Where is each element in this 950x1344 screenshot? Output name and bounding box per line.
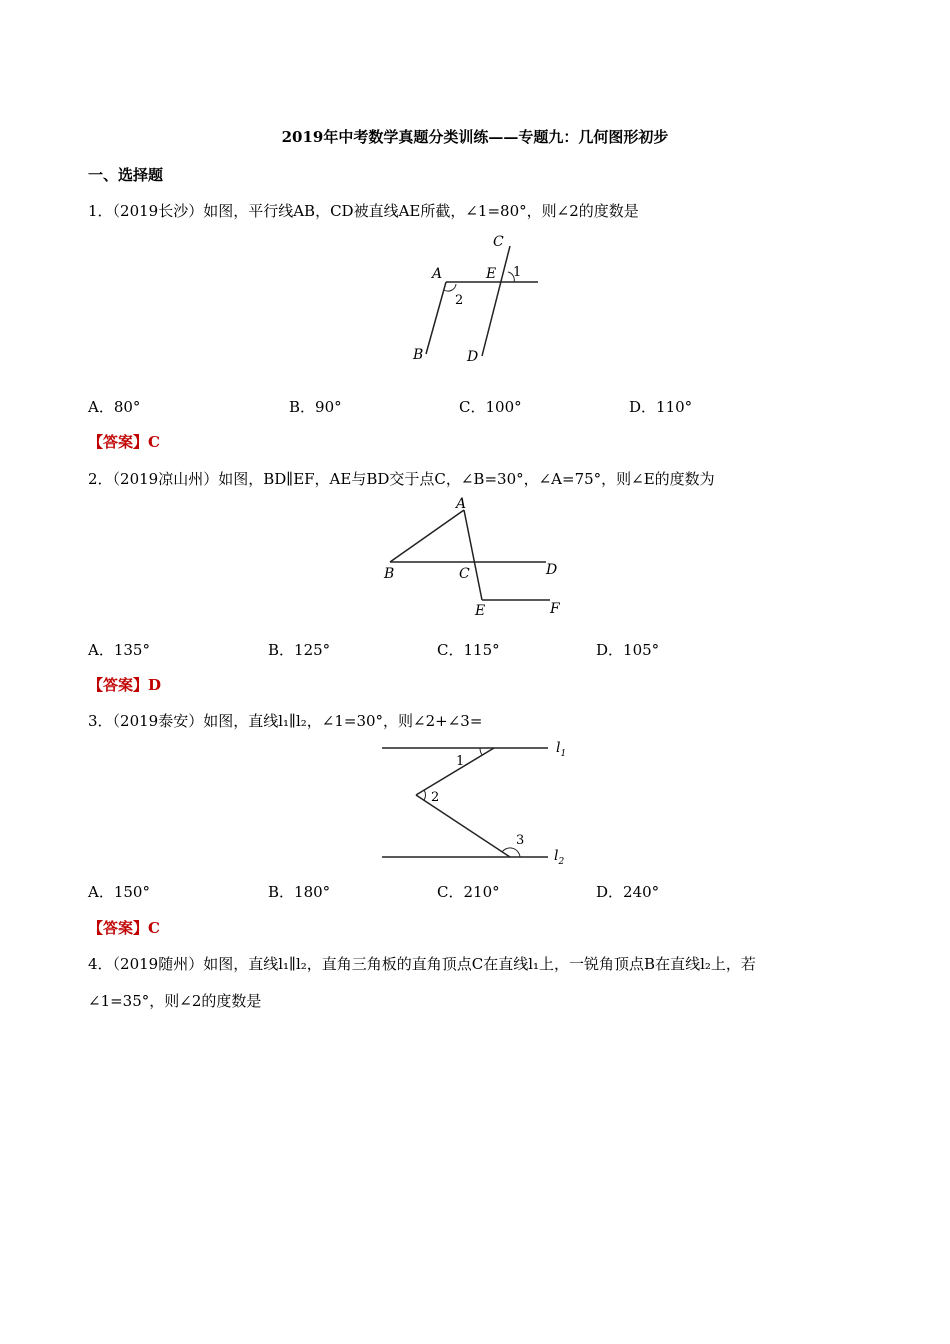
label-a: A xyxy=(432,266,443,282)
label-d: D xyxy=(546,562,558,578)
label-c: C xyxy=(493,234,504,250)
label-angle-3: 3 xyxy=(516,833,525,848)
section-heading: 一、选择题 xyxy=(88,166,164,184)
q2-option-b: B．125° xyxy=(268,641,331,659)
label-a: A xyxy=(456,496,467,512)
question-1-figure xyxy=(400,232,550,368)
line-cd xyxy=(482,246,510,356)
label-e: E xyxy=(486,266,497,282)
q3-option-a: A．150° xyxy=(88,883,150,901)
label-f: F xyxy=(550,601,560,617)
segment-upper xyxy=(416,748,494,795)
question-1-stem: 1．（2019长沙）如图，平行线AB，CD被直线AE所截，∠1=80°，则∠2的度数是 xyxy=(88,202,639,220)
q3-answer: 【答案】C xyxy=(88,919,160,937)
label-b: B xyxy=(413,347,424,363)
q2-answer: 【答案】D xyxy=(88,676,162,694)
q1-option-b: B．90° xyxy=(289,398,342,416)
label-angle-2: 2 xyxy=(431,790,440,805)
question-4-stem-line-2: ∠1=35°，则∠2的度数是 xyxy=(88,992,262,1010)
page-title: 2019年中考数学真题分类训练——专题九：几何图形初步 xyxy=(281,128,669,146)
label-angle-1: 1 xyxy=(456,754,465,769)
q1-option-c: C．100° xyxy=(459,398,522,416)
q3-option-b: B．180° xyxy=(268,883,331,901)
q1-option-a: A．80° xyxy=(88,398,141,416)
label-d: D xyxy=(467,349,479,365)
angle-3-arc xyxy=(502,848,520,857)
q2-option-d: D．105° xyxy=(596,641,660,659)
q2-option-a: A．135° xyxy=(88,641,150,659)
angle-1-arc xyxy=(480,748,482,755)
question-2-stem: 2．（2019凉山州）如图，BD∥EF，AE与BD交于点C，∠B=30°，∠A=75°，则∠E的度数为 xyxy=(88,470,715,488)
q3-option-c: C．210° xyxy=(437,883,500,901)
q2-option-c: C．115° xyxy=(437,641,500,659)
angle-2-arc xyxy=(424,790,426,800)
label-l1: $l_1$ xyxy=(556,740,567,759)
label-l2: $l_2$ xyxy=(554,848,565,867)
q1-answer: 【答案】C xyxy=(88,433,160,451)
q1-option-d: D．110° xyxy=(629,398,693,416)
line-ae xyxy=(464,510,482,600)
q3-option-d: D．240° xyxy=(596,883,660,901)
question-3-figure xyxy=(376,736,576,868)
label-e: E xyxy=(475,603,486,619)
label-angle-2: 2 xyxy=(455,293,464,308)
line-ab xyxy=(426,282,446,354)
label-c: C xyxy=(459,566,470,582)
label-angle-1: 1 xyxy=(513,265,522,280)
line-ab xyxy=(390,510,464,562)
question-3-stem: 3．（2019泰安）如图，直线l₁∥l₂，∠1=30°，则∠2+∠3= xyxy=(88,712,483,730)
label-b: B xyxy=(384,566,395,582)
question-4-stem-line-1: 4．（2019随州）如图，直线l₁∥l₂，直角三角板的直角顶点C在直线l₁上，一锐角顶点B在直线l₂上，若 xyxy=(88,955,756,973)
question-2-figure xyxy=(380,494,570,620)
